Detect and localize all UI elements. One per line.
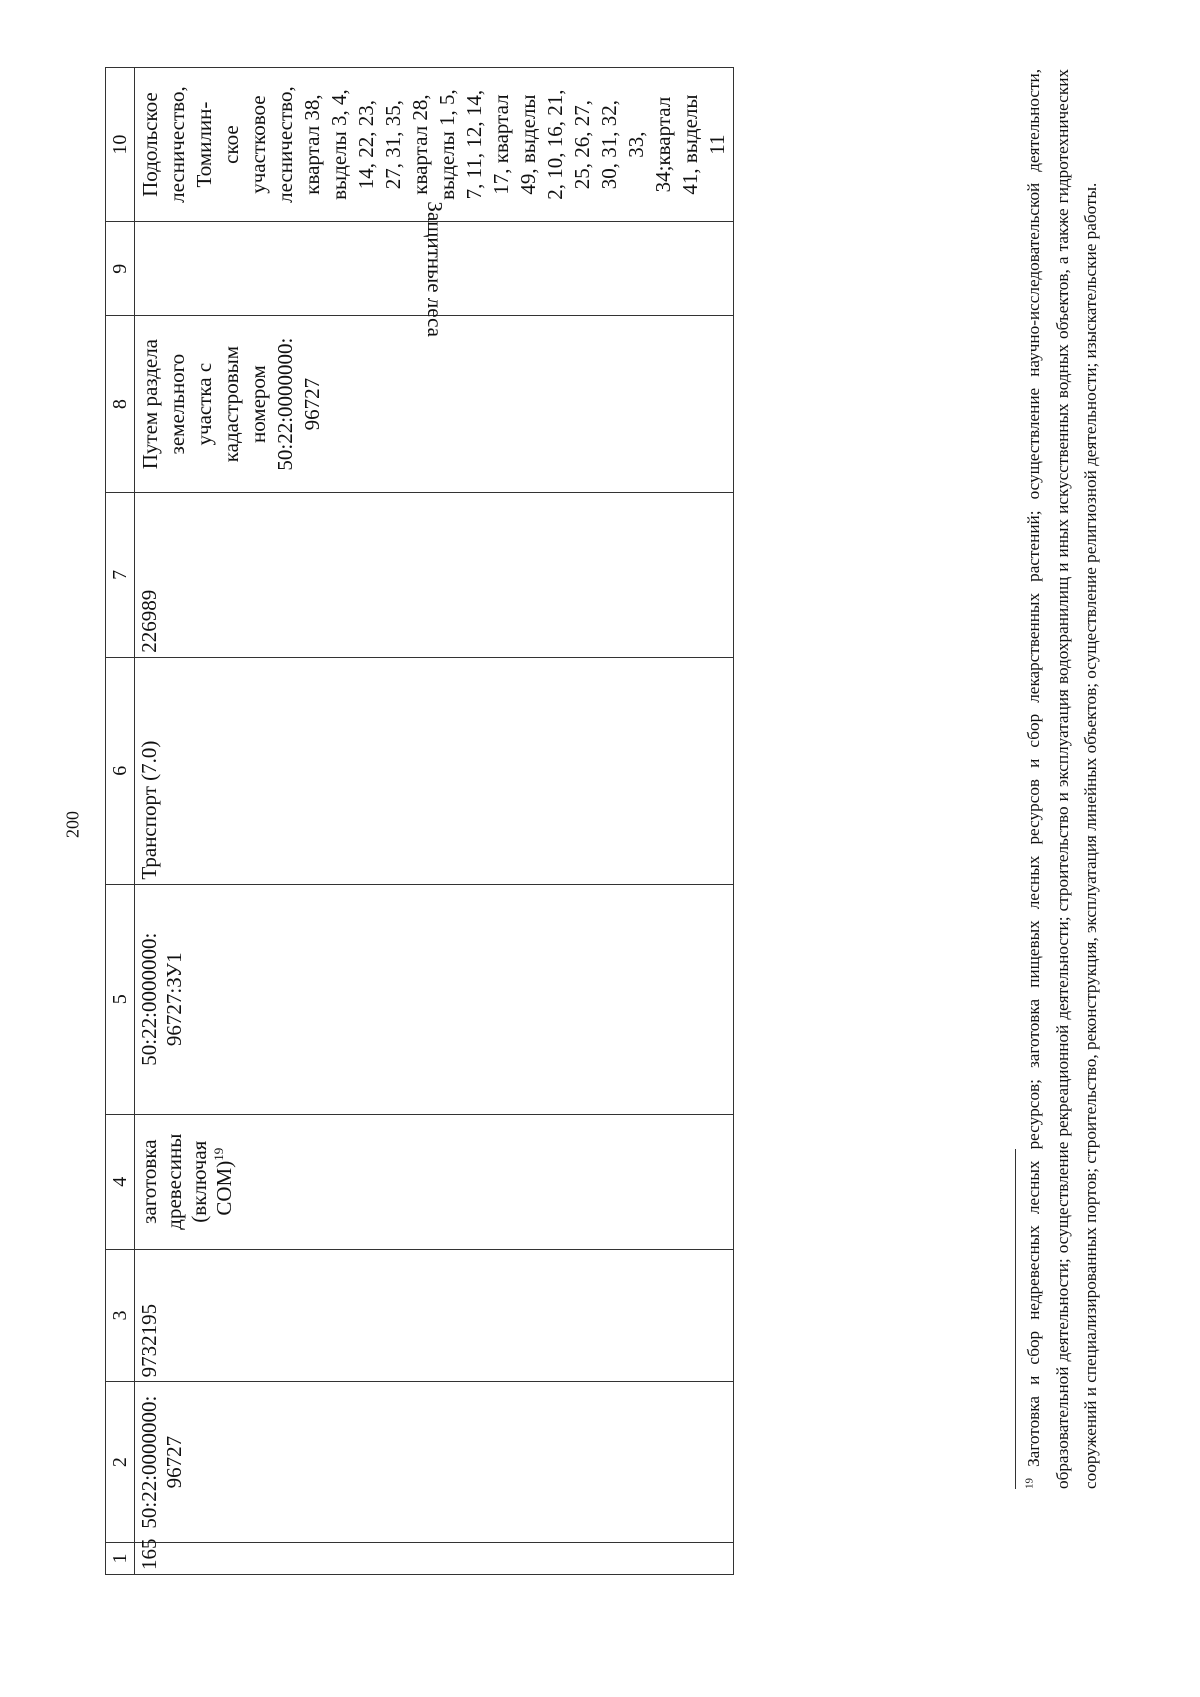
location-line: Томилин- — [192, 101, 216, 188]
location-line: лесничество, — [273, 86, 297, 203]
row-number-cell: 165 — [135, 1542, 734, 1574]
use-type-text: заготовка древесины (включая СОМ) — [137, 1133, 236, 1230]
location-line: 30, 31, 32, — [597, 99, 621, 190]
header-cell: 4 — [106, 1114, 135, 1249]
header-cell: 6 — [106, 657, 135, 884]
location-line: 33, — [624, 131, 648, 158]
header-cell: 7 — [106, 492, 135, 657]
plot-area-cell: 226989 — [135, 492, 734, 657]
new-plot-number-cell: 50:22:0000000: 96727:ЗУ1 — [135, 884, 734, 1114]
land-plot-table — [105, 67, 734, 1575]
header-cell: 5 — [106, 884, 135, 1114]
header-cell: 8 — [106, 316, 135, 493]
location-line: ское — [219, 125, 243, 164]
area-cell: 9732195 — [135, 1249, 734, 1382]
forest-category-label: Защитные леса — [422, 200, 447, 337]
permitted-use-cell: Транспорт (7.0) — [135, 657, 734, 884]
header-cell: 2 — [106, 1382, 135, 1543]
header-cell: 10 — [106, 68, 135, 222]
location-line: 49, выделы — [516, 94, 540, 195]
location-line: выделы 1, 5, — [435, 89, 459, 200]
footnote-reference: 19 — [211, 1147, 226, 1161]
location-line: лесничество, — [165, 86, 189, 203]
use-type-cell — [135, 1114, 734, 1249]
location-line: выделы 3, 4, — [327, 89, 351, 200]
header-cell: 3 — [106, 1249, 135, 1382]
location-line: участковое — [246, 95, 270, 194]
forest-category-cell — [135, 200, 734, 337]
location-line: 27, 31, 35, — [381, 99, 405, 190]
location-line: 25, 26, 27, — [570, 99, 594, 190]
footnote-marker: 19 — [1023, 1478, 1036, 1489]
table-row — [135, 68, 734, 1575]
location-line: квартал 28, — [408, 94, 432, 195]
location-line: 7, 11, 12, 14, — [462, 89, 486, 200]
location-line: 2, 10, 16, 21, — [543, 89, 567, 200]
location-line: Подольское — [138, 92, 162, 197]
location-line: 34;квартал — [651, 96, 675, 193]
location-line: квартал 38, — [300, 94, 324, 195]
location-line: 17, квартал — [489, 94, 513, 195]
footnote — [1020, 69, 1106, 1489]
location-line: 14, 22, 23, — [354, 99, 378, 190]
header-cell: 9 — [106, 222, 135, 316]
header-cell: 1 — [106, 1542, 135, 1574]
formation-method-cell: Путем раздела земельного участка с кадастровым номером 50:22:0000000: 96727 — [135, 316, 734, 493]
footnote-separator — [1015, 1149, 1016, 1489]
footnote-text: Заготовка и сбор недревесных лесных ресурсов; заготовка пищевых лесных ресурсов и сбор лекарственных растений; осуществление научно-исследовательской деятельности, образовательной деятельности; осуществление рекреационной деятельности; строительство и эксплуатация водохранилищ и иных искусственных водных объектов, а также гидротехнических сооружений и специализированных портов; строительство, реконструкция, эксплуатация линейных объектов; осуществление религиозной деятельности; изыскательские работы. — [1024, 69, 1100, 1489]
location-cell — [135, 68, 734, 222]
location-line: 11 — [705, 134, 729, 155]
location-line: 41, выделы — [678, 94, 702, 195]
page-number: 200 — [62, 811, 83, 838]
table-header-row — [106, 68, 135, 1575]
cadastral-number-cell: 50:22:0000000: 96727 — [135, 1382, 734, 1543]
